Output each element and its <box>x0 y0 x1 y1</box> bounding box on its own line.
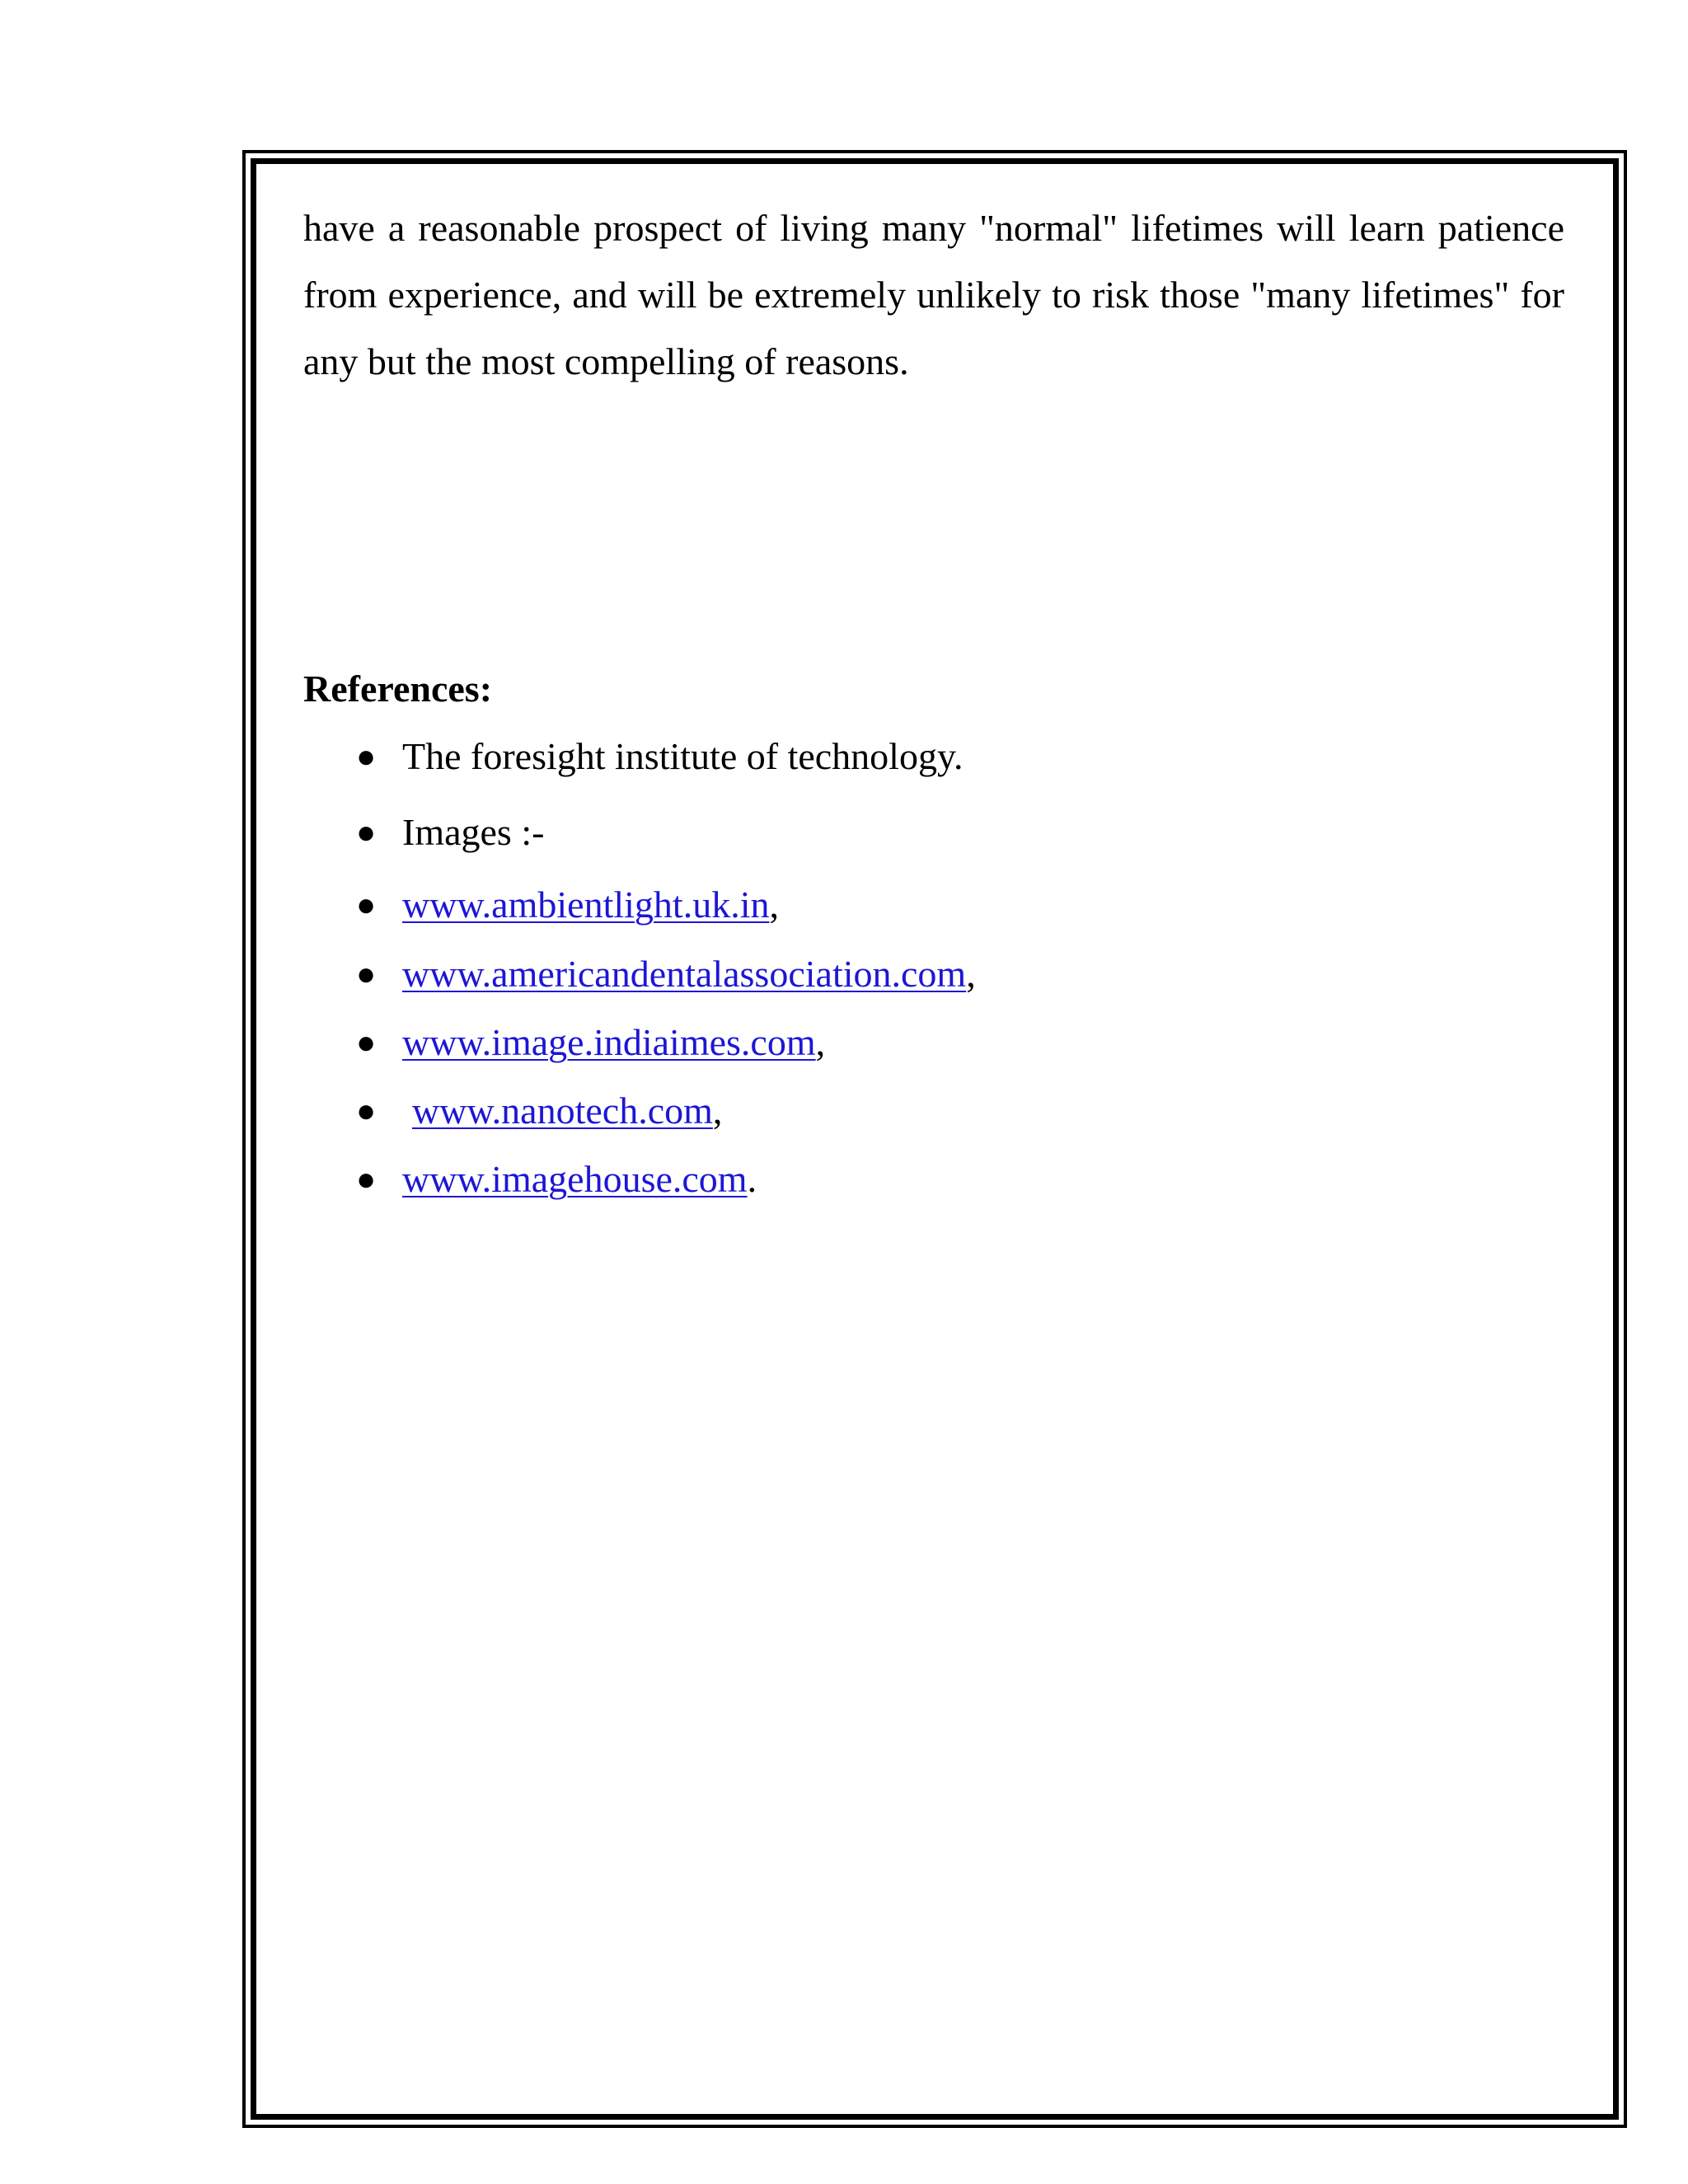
document-body <box>303 194 1564 395</box>
reference-link-image-indiaimes[interactable]: www.image.indiaimes.com <box>402 1021 816 1063</box>
bullet-icon: ● <box>356 813 377 851</box>
bullet-icon: ● <box>356 1092 377 1129</box>
reference-punctuation: , <box>712 1090 723 1132</box>
reference-link-nanotech[interactable]: www.nanotech.com <box>412 1090 713 1132</box>
reference-text <box>402 1018 825 1067</box>
reference-text <box>412 1086 722 1136</box>
reference-punctuation: , <box>815 1021 826 1063</box>
reference-link-americandentalassociation[interactable]: www.americandentalassociation.com <box>402 953 967 995</box>
reference-text <box>402 949 976 999</box>
body-paragraph: have a reasonable prospect of living many "normal" lifetimes will learn patience from experience, and will be extremely unlikely to risk those "many lifetimes" for any but the most compelling of reasons. <box>303 207 1564 382</box>
bullet-icon: ● <box>356 955 377 992</box>
reference-punctuation: , <box>966 953 976 995</box>
bullet-icon: ● <box>356 886 377 923</box>
reference-text <box>402 880 779 930</box>
bullet-icon: ● <box>356 1024 377 1061</box>
reference-punctuation: . <box>747 1158 757 1200</box>
reference-link-ambientlight[interactable]: www.ambientlight.uk.in <box>402 883 770 926</box>
page-border-inner <box>251 158 1619 2120</box>
reference-link-imagehouse[interactable]: www.imagehouse.com <box>402 1158 748 1200</box>
reference-text: Images :- <box>402 811 545 853</box>
references-heading: References: <box>303 668 493 710</box>
page-border <box>242 150 1627 2128</box>
reference-text <box>402 1155 757 1204</box>
bullet-icon: ● <box>356 1160 377 1197</box>
bullet-icon: ● <box>356 738 377 775</box>
reference-text: The foresight institute of technology. <box>402 735 964 777</box>
reference-punctuation: , <box>769 883 779 926</box>
